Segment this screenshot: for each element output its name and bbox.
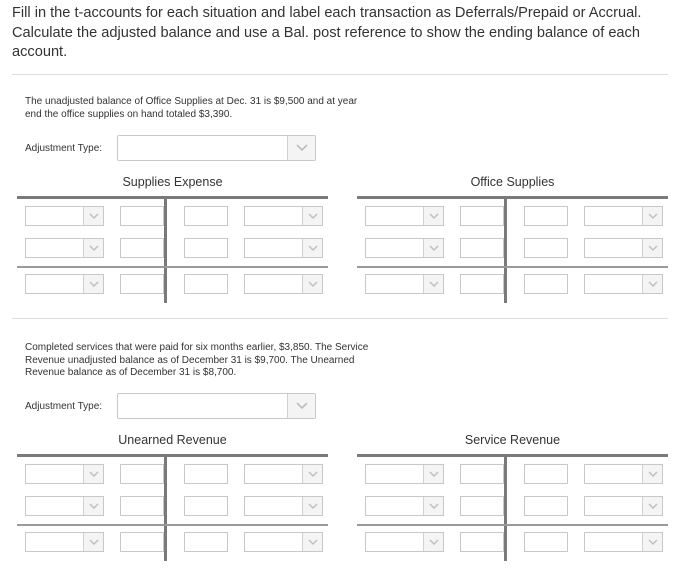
chevron-down-icon: [308, 539, 318, 546]
situation-2-divider: [12, 318, 668, 319]
dropdown-button[interactable]: [302, 465, 322, 483]
chevron-down-icon: [429, 503, 439, 510]
t-account-office-supplies: [357, 196, 668, 303]
credit-reference-select[interactable]: [244, 464, 323, 484]
debit-reference-select[interactable]: [365, 464, 444, 484]
chevron-down-icon: [89, 503, 99, 510]
debit-reference-select[interactable]: [25, 274, 104, 294]
chevron-down-icon: [89, 539, 99, 546]
credit-reference-select[interactable]: [584, 496, 663, 516]
chevron-down-icon: [89, 281, 99, 288]
adjustment-type-dropdown-button-2[interactable]: [287, 394, 315, 418]
dropdown-button[interactable]: [302, 239, 322, 257]
adjustment-type-select-1[interactable]: [117, 135, 316, 161]
dropdown-button[interactable]: [423, 275, 443, 293]
credit-reference-select[interactable]: [584, 238, 663, 258]
situation-1-divider: [12, 74, 668, 75]
chevron-down-icon: [296, 144, 308, 152]
dropdown-button[interactable]: [83, 497, 103, 515]
credit-amount-input[interactable]: [184, 274, 228, 294]
credit-reference-select[interactable]: [244, 496, 323, 516]
credit-amount-input[interactable]: [184, 496, 228, 516]
account-title-supplies-expense: Supplies Expense: [122, 175, 223, 189]
instructions-text: Fill in the t-accounts for each situation and label each transaction as Deferrals/Prepaid or Accrual. Calculate the adjusted balance and use a Bal. post reference to show the ending balance of each account.: [12, 5, 642, 60]
chevron-down-icon: [429, 281, 439, 288]
debit-reference-select[interactable]: [25, 238, 104, 258]
dropdown-button[interactable]: [302, 275, 322, 293]
situation-1-description: The unadjusted balance of Office Supplies at Dec. 31 is $9,500 and at year end the office supplies on hand totaled $3,390.: [25, 96, 358, 120]
credit-reference-select[interactable]: [584, 274, 663, 294]
debit-amount-input[interactable]: [460, 464, 504, 484]
debit-reference-select[interactable]: [25, 206, 104, 226]
chevron-down-icon: [89, 245, 99, 252]
debit-reference-select[interactable]: [365, 274, 444, 294]
chevron-down-icon: [308, 281, 318, 288]
situation-2-description: Completed services that were paid for six months earlier, $3,850. The Service Revenue unadjusted balance as of December 31 is $9,700. The Unearned Revenue balance as of December 31 is $8,700.: [25, 342, 369, 378]
account-title-service-revenue: Service Revenue: [464, 433, 561, 447]
dropdown-button[interactable]: [642, 207, 662, 225]
dropdown-button[interactable]: [83, 275, 103, 293]
debit-amount-input[interactable]: [120, 206, 164, 226]
dropdown-button[interactable]: [423, 465, 443, 483]
dropdown-button[interactable]: [423, 207, 443, 225]
adjustment-type-select-2[interactable]: [117, 393, 316, 419]
chevron-down-icon: [648, 213, 658, 220]
credit-amount-input[interactable]: [524, 496, 568, 516]
chevron-down-icon: [648, 281, 658, 288]
chevron-down-icon: [89, 471, 99, 478]
credit-amount-input[interactable]: [184, 464, 228, 484]
debit-reference-select[interactable]: [25, 532, 104, 552]
adjustment-type-label-1: Adjustment Type:: [25, 143, 103, 154]
credit-reference-select[interactable]: [584, 532, 663, 552]
debit-reference-select[interactable]: [25, 464, 104, 484]
debit-amount-input[interactable]: [120, 274, 164, 294]
debit-amount-input[interactable]: [460, 532, 504, 552]
chevron-down-icon: [89, 213, 99, 220]
credit-reference-select[interactable]: [584, 206, 663, 226]
debit-reference-select[interactable]: [365, 532, 444, 552]
t-account-top-line: [357, 454, 668, 457]
dropdown-button[interactable]: [83, 239, 103, 257]
chevron-down-icon: [648, 539, 658, 546]
chevron-down-icon: [648, 503, 658, 510]
account-title-office-supplies: Office Supplies: [470, 175, 555, 189]
credit-amount-input[interactable]: [184, 238, 228, 258]
debit-reference-select[interactable]: [365, 238, 444, 258]
credit-amount-input[interactable]: [184, 206, 228, 226]
credit-reference-select[interactable]: [244, 206, 323, 226]
credit-reference-select[interactable]: [244, 274, 323, 294]
debit-amount-input[interactable]: [460, 496, 504, 516]
dropdown-button[interactable]: [83, 533, 103, 551]
debit-amount-input[interactable]: [460, 274, 504, 294]
chevron-down-icon: [429, 213, 439, 220]
credit-amount-input[interactable]: [524, 206, 568, 226]
dropdown-button[interactable]: [302, 207, 322, 225]
debit-reference-select[interactable]: [365, 206, 444, 226]
chevron-down-icon: [429, 471, 439, 478]
t-account-balance-line: [357, 266, 668, 268]
chevron-down-icon: [429, 245, 439, 252]
t-account-center-line: [164, 196, 167, 303]
t-account-balance-line: [357, 524, 668, 526]
dropdown-button[interactable]: [642, 275, 662, 293]
credit-amount-input[interactable]: [524, 274, 568, 294]
t-account-top-line: [357, 196, 668, 199]
dropdown-button[interactable]: [302, 533, 322, 551]
debit-reference-select[interactable]: [25, 496, 104, 516]
dropdown-button[interactable]: [642, 533, 662, 551]
adjustment-type-label-2: Adjustment Type:: [25, 401, 103, 412]
debit-amount-input[interactable]: [120, 238, 164, 258]
dropdown-button[interactable]: [423, 239, 443, 257]
chevron-down-icon: [648, 245, 658, 252]
dropdown-button[interactable]: [83, 207, 103, 225]
t-account-center-line: [504, 196, 507, 303]
credit-amount-input[interactable]: [184, 532, 228, 552]
t-account-service-revenue: [357, 454, 668, 561]
debit-amount-input[interactable]: [120, 464, 164, 484]
t-account-unearned-revenue: [17, 454, 328, 561]
t-account-top-line: [17, 196, 328, 199]
t-account-top-line: [17, 454, 328, 457]
t-account-balance-line: [17, 266, 328, 268]
chevron-down-icon: [308, 245, 318, 252]
adjustment-type-dropdown-button-1[interactable]: [287, 136, 315, 160]
t-account-center-line: [164, 454, 167, 561]
t-account-balance-line: [17, 524, 328, 526]
dropdown-button[interactable]: [642, 239, 662, 257]
dropdown-button[interactable]: [423, 533, 443, 551]
chevron-down-icon: [648, 471, 658, 478]
debit-amount-input[interactable]: [460, 206, 504, 226]
credit-amount-input[interactable]: [524, 238, 568, 258]
t-account-supplies-expense: [17, 196, 328, 303]
chevron-down-icon: [429, 539, 439, 546]
dropdown-button[interactable]: [642, 497, 662, 515]
chevron-down-icon: [308, 471, 318, 478]
credit-reference-select[interactable]: [244, 532, 323, 552]
t-account-center-line: [504, 454, 507, 561]
account-title-unearned-revenue: Unearned Revenue: [118, 433, 227, 447]
credit-reference-select[interactable]: [584, 464, 663, 484]
debit-amount-input[interactable]: [460, 238, 504, 258]
chevron-down-icon: [308, 213, 318, 220]
credit-amount-input[interactable]: [524, 464, 568, 484]
dropdown-button[interactable]: [642, 465, 662, 483]
dropdown-button[interactable]: [83, 465, 103, 483]
debit-amount-input[interactable]: [120, 532, 164, 552]
debit-amount-input[interactable]: [120, 496, 164, 516]
chevron-down-icon: [308, 503, 318, 510]
chevron-down-icon: [296, 402, 308, 410]
dropdown-button[interactable]: [423, 497, 443, 515]
debit-reference-select[interactable]: [365, 496, 444, 516]
credit-reference-select[interactable]: [244, 238, 323, 258]
dropdown-button[interactable]: [302, 497, 322, 515]
credit-amount-input[interactable]: [524, 532, 568, 552]
